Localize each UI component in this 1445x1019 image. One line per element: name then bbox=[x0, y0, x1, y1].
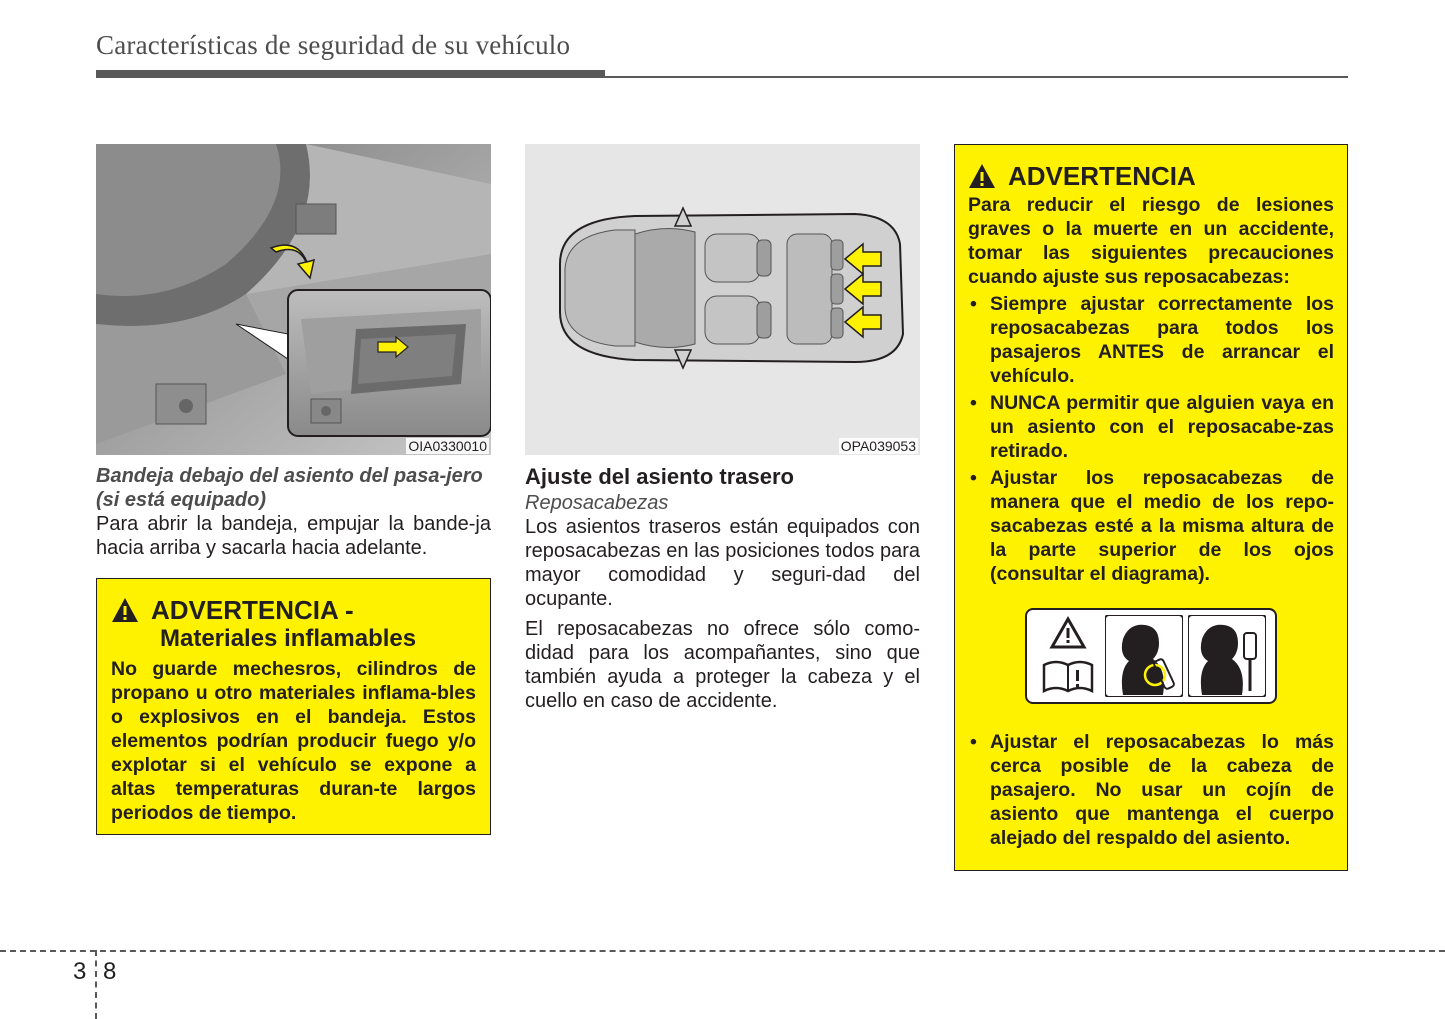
warning-triangle-icon bbox=[111, 597, 139, 623]
paragraph: El reposacabezas no ofrece sólo como-didad para los acompañantes, sino que también ayuda a proteger la cabeza y el cuello en caso de accidente. bbox=[525, 618, 920, 712]
header-rule-thick bbox=[96, 70, 605, 78]
footer-rule bbox=[0, 950, 1445, 952]
list-item: • Ajustar el reposacabezas lo más cerca posible de la cabeza de pasajero. No usar un cojín de asiento que mantenga el cuerpo alejado del respaldo del asiento. bbox=[968, 730, 1334, 850]
under-seat-tray-illustration bbox=[96, 144, 491, 455]
warning-text: No guarde mechesros, cilindros de propano u otro materiales inflama-bles o explosivos en el bandeja. Estos elementos podrían producir fuego y/o explotar si el vehículo se expone a altas temperaturas duran-te largos periodos de tiempo. bbox=[111, 658, 476, 824]
head-near-headrest-correct-icon bbox=[1105, 615, 1183, 697]
warning-triangle-icon bbox=[968, 163, 996, 189]
warning-header bbox=[968, 161, 1334, 191]
header-rule-thin bbox=[605, 76, 1348, 78]
warning-headrest-box bbox=[954, 144, 1348, 871]
figure-code: OPA039053 bbox=[840, 438, 916, 454]
tray-figure bbox=[96, 144, 491, 455]
list-item: • NUNCA permitir que alguien vaya en un asiento con el reposacabe-zas retirado. bbox=[968, 391, 1334, 463]
warning-title: ADVERTENCIA bbox=[1008, 161, 1196, 191]
car-topview-figure bbox=[525, 144, 920, 455]
read-manual-warning-icon bbox=[1036, 615, 1100, 697]
column-middle bbox=[525, 144, 920, 713]
warning-list bbox=[968, 292, 1334, 586]
warning-subtitle: Materiales inflamables bbox=[160, 625, 417, 652]
column-left bbox=[96, 144, 491, 560]
warning-list-final bbox=[968, 730, 1334, 850]
headrest-pictogram bbox=[1025, 608, 1277, 704]
figure-code: OIA0330010 bbox=[408, 438, 487, 454]
section-title: Ajuste del asiento trasero bbox=[525, 464, 794, 489]
page-header-title: Características de seguridad de su vehículo bbox=[96, 30, 571, 60]
head-far-headrest-icon bbox=[1188, 615, 1266, 697]
paragraph: Los asientos traseros están equipados con reposacabezas en las posiciones todos para mayor comodidad y seguri-dad del ocupante. bbox=[525, 516, 920, 610]
car-headrest-diagram bbox=[525, 144, 920, 455]
figure-caption: Bandeja debajo del asiento del pasa-jero (si está equipado) bbox=[96, 465, 483, 511]
page-chapter: 3 bbox=[73, 958, 87, 985]
column-right bbox=[954, 144, 1348, 871]
warning-flammable-box bbox=[96, 578, 491, 835]
subheading: Reposacabezas bbox=[525, 492, 669, 514]
list-item: • Ajustar los reposacabezas de manera que el medio de los repo-sacabezas esté a la misma altura de la parte superior de los ojos (consultar el diagrama). bbox=[968, 466, 1334, 586]
warning-intro: Para reducir el riesgo de lesiones graves o la muerte en un accidente, tomar las siguientes precauciones cuando ajuste sus reposacabezas: bbox=[968, 194, 1334, 288]
warning-title: ADVERTENCIA - bbox=[151, 595, 354, 625]
warning-header bbox=[111, 595, 476, 625]
list-item: • Siempre ajustar correctamente los reposacabezas para todos los pasajeros ANTES de arrancar el vehículo. bbox=[968, 292, 1334, 388]
footer-vertical-rule bbox=[95, 950, 97, 1019]
page-number: 8 bbox=[103, 958, 117, 985]
tray-instructions: Para abrir la bandeja, empujar la bande-ja hacia arriba y sacarla hacia adelante. bbox=[96, 513, 491, 559]
